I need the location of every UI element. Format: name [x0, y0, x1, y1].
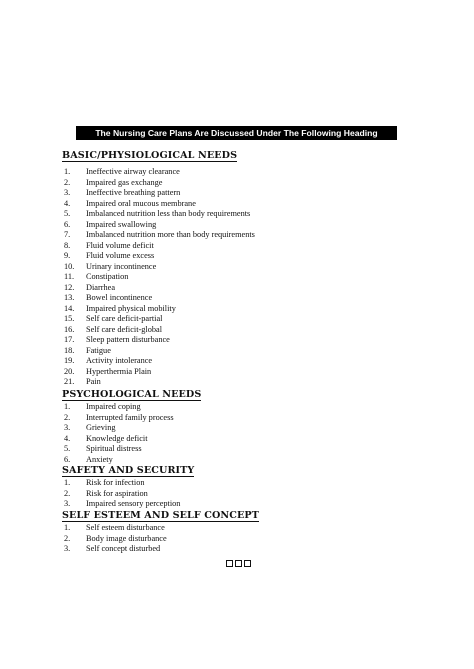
list-item [62, 199, 422, 210]
item-number: 3. [64, 544, 71, 553]
list-item [62, 523, 422, 534]
item-text: Impaired swallowing [86, 219, 157, 229]
item-number: 1. [64, 523, 71, 532]
list-item [62, 304, 422, 315]
item-text: Constipation [86, 272, 129, 281]
section-title-text: BASIC/PHYSIOLOGICAL NEEDS [62, 150, 238, 161]
item-number: 9. [64, 251, 71, 260]
item-number: 1. [64, 167, 71, 176]
item-number: 20. [64, 366, 75, 376]
item-number: 18. [64, 345, 75, 355]
square-icon [226, 560, 233, 567]
item-number: 7. [64, 230, 71, 239]
section-safety-and-security [62, 465, 422, 510]
list-item [62, 499, 422, 510]
item-number: 10. [64, 261, 75, 271]
item-number: 2. [64, 412, 71, 422]
section-basic-physiological-needs [62, 150, 422, 388]
item-text: Imbalanced nutrition more than body requirements [86, 230, 255, 239]
item-text: Grieving [86, 423, 116, 432]
list-item [62, 262, 422, 273]
square-icon [235, 560, 242, 567]
list-item [62, 346, 422, 357]
list-item [62, 283, 422, 294]
item-text: Bowel incontinence [86, 293, 153, 302]
section-title [62, 389, 422, 401]
list-item [62, 423, 422, 434]
item-text: Impaired coping [86, 402, 141, 411]
item-number: 3. [64, 188, 71, 197]
list-item [62, 178, 422, 189]
item-number: 4. [64, 198, 71, 208]
list-item [62, 377, 422, 388]
list-item [62, 241, 422, 252]
item-text: Risk for infection [86, 478, 145, 487]
item-text: Body image disturbance [86, 533, 167, 543]
item-text: Ineffective breathing pattern [86, 188, 181, 197]
item-number: 6. [64, 454, 71, 464]
item-text: Impaired sensory perception [86, 499, 181, 508]
item-number: 3. [64, 499, 71, 508]
item-number: 19. [64, 356, 75, 365]
item-text: Pain [86, 377, 101, 386]
item-text: Impaired physical mobility [86, 303, 176, 313]
item-text: Self care deficit-global [86, 324, 163, 334]
item-number: 2. [64, 488, 71, 498]
list-item [62, 402, 422, 413]
item-number: 12. [64, 282, 75, 292]
list-item [62, 188, 422, 199]
page-heading-banner: The Nursing Care Plans Are Discussed Under The Following Heading [76, 126, 397, 140]
list-item [62, 220, 422, 231]
item-text: Ineffective airway clearance [86, 167, 180, 176]
item-text: Self concept disturbed [86, 544, 161, 553]
item-number: 11. [64, 272, 75, 281]
item-number: 16. [64, 324, 75, 334]
item-number: 2. [64, 177, 71, 187]
item-number: 1. [64, 402, 71, 411]
item-text: Fluid volume excess [86, 251, 155, 260]
section-self-esteem-and-self-concept [62, 510, 422, 555]
item-number: 5. [64, 444, 71, 453]
item-text: Impaired gas exchange [86, 177, 163, 187]
list-item [62, 534, 422, 545]
list-item [62, 356, 422, 367]
list-item [62, 251, 422, 262]
item-text: Knowledge deficit [86, 433, 148, 443]
list-item [62, 413, 422, 424]
item-number: 15. [64, 314, 75, 323]
item-number: 6. [64, 219, 71, 229]
list-item [62, 444, 422, 455]
list-item [62, 209, 422, 220]
item-number: 14. [64, 303, 75, 313]
section-title [62, 510, 422, 522]
list-item [62, 455, 422, 466]
list-item [62, 335, 422, 346]
item-text: Sleep pattern disturbance [86, 335, 170, 344]
item-number: 2. [64, 533, 71, 543]
section-title-text: PSYCHOLOGICAL NEEDS [62, 389, 202, 400]
section-title [62, 150, 422, 162]
item-text: Self esteem disturbance [86, 523, 165, 532]
item-text: Impaired oral mucous membrane [86, 198, 196, 208]
item-text: Anxiety [86, 454, 113, 464]
list-item [62, 478, 422, 489]
item-text: Risk for aspiration [86, 488, 148, 498]
item-text: Activity intolerance [86, 356, 153, 365]
diagnosis-list [62, 402, 422, 465]
diagnosis-list [62, 478, 422, 510]
list-item [62, 314, 422, 325]
section-psychological-needs [62, 389, 422, 465]
section-title-text: SAFETY AND SECURITY [62, 465, 195, 476]
item-number: 8. [64, 240, 71, 250]
item-text: Urinary incontinence [86, 261, 157, 271]
item-text: Hyperthermia Plain [86, 366, 152, 376]
square-icon [244, 560, 251, 567]
list-item [62, 434, 422, 445]
list-item [62, 230, 422, 241]
item-number: 1. [64, 478, 71, 487]
diagnosis-list [62, 167, 422, 388]
item-text: Interrupted family process [86, 412, 174, 422]
item-number: 17. [64, 335, 75, 344]
list-item [62, 544, 422, 555]
item-text: Diarrhea [86, 282, 116, 292]
list-item [62, 293, 422, 304]
list-item [62, 367, 422, 378]
list-item [62, 167, 422, 178]
diagnosis-list [62, 523, 422, 555]
item-text: Self care deficit-partial [86, 314, 163, 323]
section-title [62, 465, 422, 477]
item-text: Fatigue [86, 345, 111, 355]
item-number: 21. [64, 377, 75, 386]
list-item [62, 325, 422, 336]
item-number: 5. [64, 209, 71, 218]
section-title-text: SELF ESTEEM AND SELF CONCEPT [62, 510, 259, 521]
list-item [62, 272, 422, 283]
item-number: 13. [64, 293, 75, 302]
list-item [62, 489, 422, 500]
item-number: 3. [64, 423, 71, 432]
item-text: Spiritual distress [86, 444, 142, 453]
end-of-section-squares-icon [226, 560, 251, 567]
item-number: 4. [64, 433, 71, 443]
item-text: Fluid volume deficit [86, 240, 154, 250]
item-text: Imbalanced nutrition less than body requirements [86, 209, 251, 218]
